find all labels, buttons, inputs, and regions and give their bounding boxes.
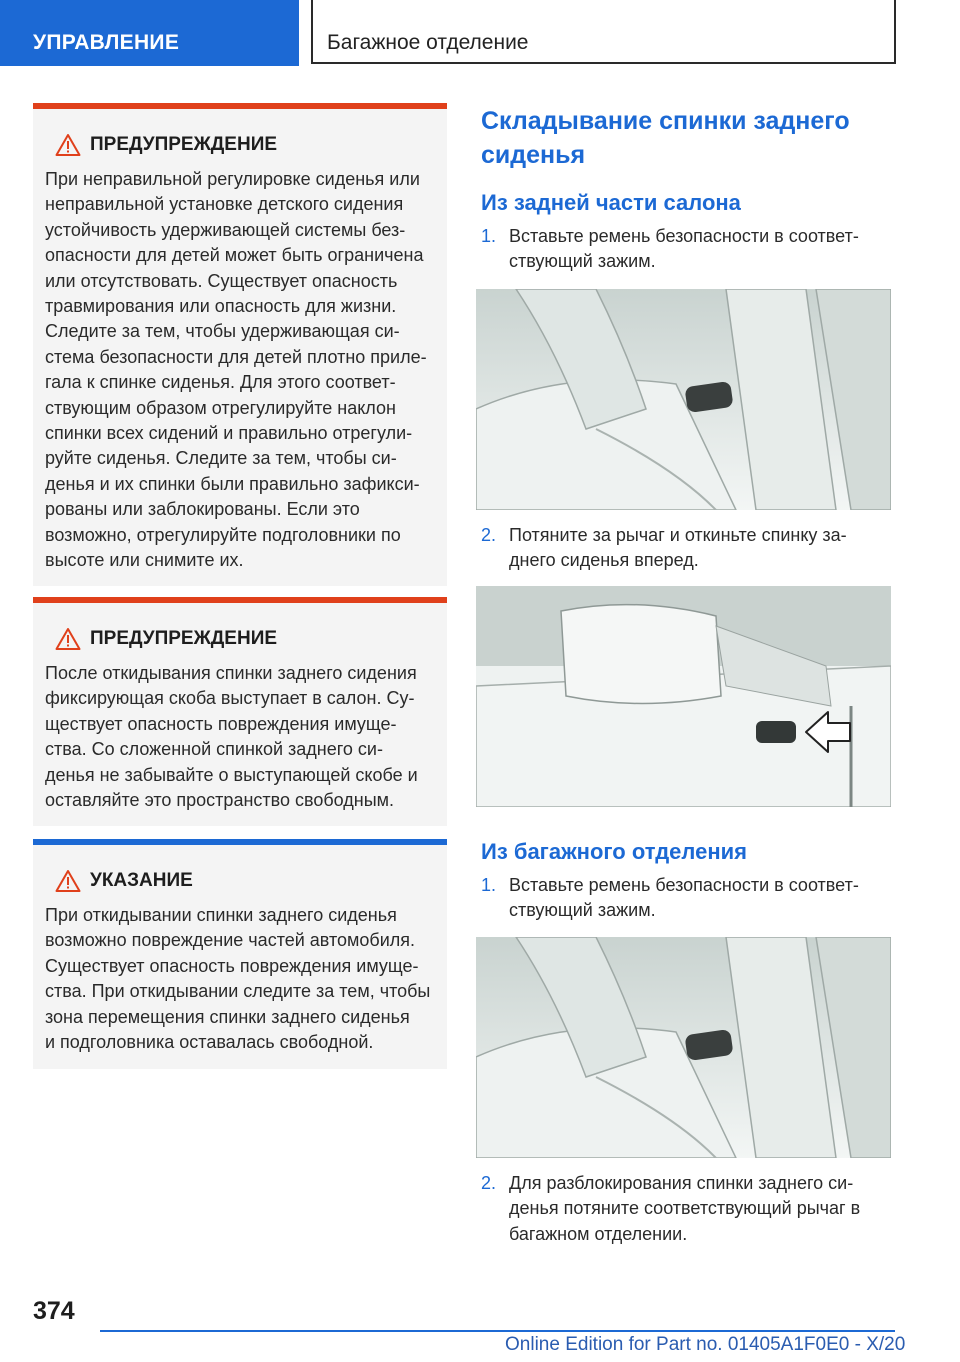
text-line: руйте сиденья. Следите за тем, чтобы си-	[45, 448, 397, 469]
seat-photo-belt-clip	[476, 289, 891, 510]
step-text: багажном отделении.	[509, 1223, 688, 1244]
step-text: Вставьте ремень безопасности в соответ-	[509, 226, 859, 246]
step-number: 1.	[481, 875, 497, 895]
warning-triangle-icon	[55, 133, 81, 157]
step-item	[481, 523, 901, 574]
step-text: денья потяните соответствующий рычаг в	[509, 1198, 861, 1219]
text-line: оставляйте это пространство свободным.	[45, 790, 395, 811]
text-line: Существует опасность повреждения имуще-	[45, 955, 419, 976]
text-line: После откидывания спинки заднего сидения	[45, 663, 417, 683]
text-line: стема безопасности для детей плотно приле-	[45, 346, 427, 367]
text-line: денья и их спинки были правильно зафикси-	[45, 473, 420, 494]
step-item	[481, 873, 901, 924]
text-line: Следите за тем, чтобы удерживающая си-	[45, 321, 400, 342]
text-line: возможно повреждение частей автомобиля.	[45, 930, 416, 951]
text-line: опасности для детей может быть ограничена	[45, 245, 424, 266]
warning-title: ПРЕДУПРЕЖДЕНИЕ	[90, 628, 278, 649]
text-line: или отсутствовать. Существует опасность	[45, 270, 398, 291]
warning-header	[45, 625, 435, 655]
chapter-tab: УПРАВЛЕНИЕ	[0, 0, 299, 66]
warning-triangle-icon	[55, 627, 81, 651]
step-number: 2.	[481, 525, 497, 545]
text-line: ства. При откидывании следите за тем, чтобы	[45, 981, 431, 1002]
note-box	[33, 839, 447, 1069]
seat-photo-lever-arrow	[476, 586, 891, 807]
step-item	[481, 224, 901, 275]
text-line: При неправильной регулировке сиденья или	[45, 169, 420, 189]
step-text: Вставьте ремень безопасности в соответ-	[509, 875, 859, 895]
warning-header	[45, 131, 435, 161]
step-text: днего сиденья вперед.	[509, 550, 699, 571]
text-line: зона перемещения спинки заднего сиденья	[45, 1006, 410, 1027]
title-line: Складывание спинки заднего	[481, 107, 850, 135]
step-text: ствующий зажим.	[509, 251, 656, 272]
step-number: 1.	[481, 226, 497, 246]
note-header	[45, 867, 435, 897]
text-line: устойчивость удерживающей системы без-	[45, 219, 406, 240]
footer-divider	[100, 1330, 895, 1332]
text-line: спинки всех сидений и правильно отрегули-	[45, 423, 413, 444]
warning-text	[45, 167, 435, 574]
warning-box-2	[33, 597, 447, 826]
text-line: неправильной установке детского сидения	[45, 194, 404, 215]
text-line: травмирования или опасность для жизни.	[45, 296, 397, 317]
title-line: сиденья	[481, 141, 586, 169]
text-line: ществует опасность повреждения имуще-	[45, 713, 397, 734]
page-header	[0, 0, 960, 66]
warning-box-1	[33, 103, 447, 586]
text-line: ства. Со сложенной спинкой заднего си-	[45, 739, 383, 760]
warning-text	[45, 661, 435, 813]
section-title: Багажное отделение	[311, 0, 896, 64]
text-line: гала к спинке сиденья. Для этого соответ-	[45, 372, 396, 393]
note-text	[45, 903, 435, 1055]
text-line: высоте или снимите их.	[45, 550, 244, 571]
page-title	[481, 104, 901, 172]
text-line: ствующим образом отрегулируйте наклон	[45, 397, 396, 418]
seat-photo-belt-clip-trunk	[476, 937, 891, 1158]
text-line: При откидывании спинки заднего сиденья	[45, 905, 397, 925]
text-line: денья не забывайте о выступающей скобе и	[45, 764, 418, 785]
step-number: 2.	[481, 1173, 497, 1193]
text-line: и подголовника оставалась свободной.	[45, 1032, 374, 1053]
warning-triangle-icon	[55, 869, 81, 893]
step-item	[481, 1171, 901, 1247]
note-title: УКАЗАНИЕ	[90, 870, 193, 891]
section-heading-trunk: Из багажного отделения	[481, 839, 747, 864]
step-text: Для разблокирования спинки заднего си-	[509, 1173, 854, 1193]
text-line: фиксирующая скоба выступает в салон. Су-	[45, 688, 415, 709]
warning-title: ПРЕДУПРЕЖДЕНИЕ	[90, 134, 278, 155]
edition-link[interactable]: Online Edition for Part no. 01405A1F0E0 - X/20	[505, 1334, 906, 1355]
text-line: возможно, отрегулируйте подголовники по	[45, 524, 401, 545]
step-text: ствующий зажим.	[509, 900, 656, 921]
step-text: Потяните за рычаг и откиньте спинку за-	[509, 525, 847, 545]
section-heading-cabin: Из задней части салона	[481, 190, 741, 215]
page-number: 374	[33, 1297, 75, 1325]
text-line: рованы или заблокированы. Если это	[45, 499, 360, 520]
